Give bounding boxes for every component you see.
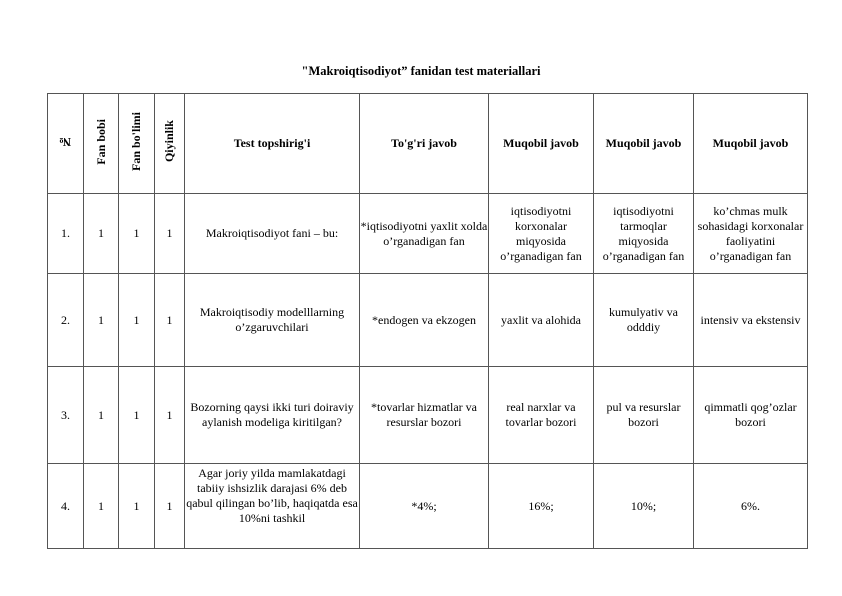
cell-alternative-answer-3: ko’chmas mulk sohasidagi korxonalar faoliyatini o’rganadigan fan (694, 194, 808, 274)
header-alternative-answer-1: Muqobil javob (489, 94, 594, 194)
cell-alternative-answer-1: 16%; (489, 464, 594, 549)
document-title: "Makroiqtisodiyot” fanidan test materiallari (301, 64, 541, 78)
cell-qiyinlik: 1 (155, 367, 185, 464)
cell-alternative-answer-3: qimmatli qog’ozlar bozori (694, 367, 808, 464)
header-row (48, 94, 808, 194)
cell-fan-bobi: 1 (84, 274, 119, 367)
cell-fan-bolimi: 1 (119, 274, 155, 367)
cell-qiyinlik: 1 (155, 274, 185, 367)
header-number: № (48, 94, 84, 194)
cell-task (185, 464, 360, 549)
cell-alternative-answer-3: 6%. (694, 464, 808, 549)
header-task: Test topshirig'i (185, 94, 360, 194)
cell-task-text: Agar joriy yilda mamlakatdagi tabiiy ishsizlik darajasi 6% deb qabul qilingan bo’lib, haqiqatda esa 10%ni tashkil (186, 466, 358, 525)
cell-correct-answer: *tovarlar hizmatlar va resurslar bozori (360, 367, 489, 464)
header-alternative-answer-2: Muqobil javob (594, 94, 694, 194)
cell-task: Bozorning qaysi ikki turi doiraviy aylanish modeliga kiritilgan? (185, 367, 360, 464)
cell-number: 4. (48, 464, 84, 549)
cell-alternative-answer-2: 10%; (594, 464, 694, 549)
cell-task: Makroiqtisodiy modelllarning o’zgaruvchilari (185, 274, 360, 367)
cell-fan-bolimi: 1 (119, 194, 155, 274)
header-correct-answer: To'g'ri javob (360, 94, 489, 194)
header-alternative-answer-3: Muqobil javob (694, 94, 808, 194)
cell-fan-bolimi: 1 (119, 464, 155, 549)
table-row (48, 274, 808, 367)
table-row (48, 194, 808, 274)
cell-number: 2. (48, 274, 84, 367)
header-fan-bolimi: Fan bo'limi (119, 94, 155, 194)
cell-alternative-answer-2: iqtisodiyotni tarmoqlar miqyosida o’rganadigan fan (594, 194, 694, 274)
cell-number: 1. (48, 194, 84, 274)
cell-correct-answer: *endogen va ekzogen (360, 274, 489, 367)
cell-fan-bolimi: 1 (119, 367, 155, 464)
cell-alternative-answer-2: kumulyativ va odddiy (594, 274, 694, 367)
cell-qiyinlik: 1 (155, 194, 185, 274)
cell-correct-answer: *4%; (360, 464, 489, 549)
table-row (48, 367, 808, 464)
cell-alternative-answer-1: yaxlit va alohida (489, 274, 594, 367)
cell-qiyinlik: 1 (155, 464, 185, 549)
cell-fan-bobi: 1 (84, 464, 119, 549)
header-qiyinlik: Qiyinlik (155, 94, 185, 194)
cell-alternative-answer-2: pul va resurslar bozori (594, 367, 694, 464)
table-row (48, 464, 808, 549)
cell-fan-bobi: 1 (84, 194, 119, 274)
cell-alternative-answer-3: intensiv va ekstensiv (694, 274, 808, 367)
cell-task: Makroiqtisodiyot fani – bu: (185, 194, 360, 274)
cell-fan-bobi: 1 (84, 367, 119, 464)
cell-number: 3. (48, 367, 84, 464)
test-materials-table (47, 93, 808, 549)
header-fan-bobi: Fan bobi (84, 94, 119, 194)
cell-correct-answer: *iqtisodiyotni yaxlit xolda o’rganadigan fan (360, 194, 489, 274)
cell-alternative-answer-1: real narxlar va tovarlar bozori (489, 367, 594, 464)
cell-alternative-answer-1: iqtisodiyotni korxonalar miqyosida o’rganadigan fan (489, 194, 594, 274)
